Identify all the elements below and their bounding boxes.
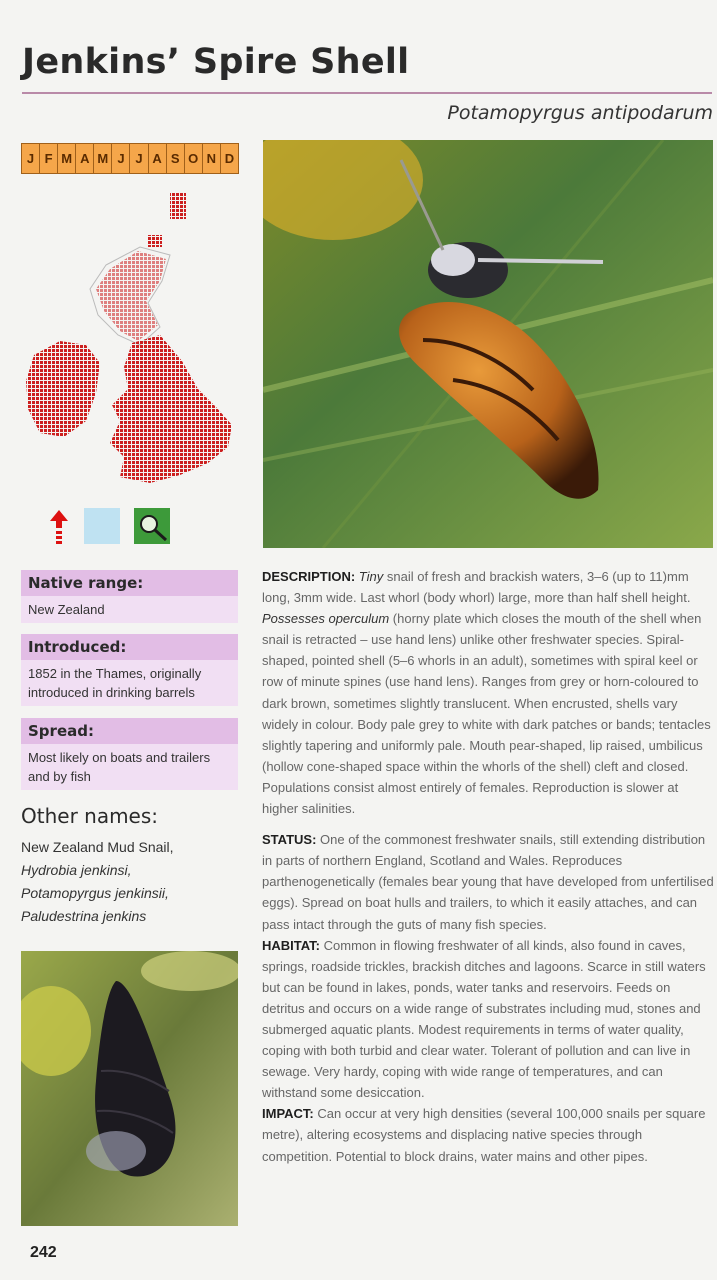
description-paragraph (262, 566, 714, 819)
status-label: STATUS: (262, 832, 317, 848)
other-name: Hydrobia jenkinsi, (21, 862, 132, 878)
description-emphasis: Tiny (358, 569, 384, 584)
status-text: One of the commonest freshwater snails, still extending distribution in parts of northern England, Scotland and Wales. Reproduces parthenogenetically (females bear young that have developed from unfertilised eggs). Spread on boat hulls and trailers, to which it easily attaches, and can pass intact through the guts of many fish species. (262, 832, 714, 932)
introduced-label: Introduced: (21, 634, 238, 660)
month-cell: J (130, 144, 148, 173)
other-names-heading: Other names: (21, 804, 159, 828)
snail-photo-main (263, 140, 713, 548)
snail-photo-small (21, 951, 238, 1226)
hand-lens-icon (134, 508, 170, 544)
spread-label: Spread: (21, 718, 238, 744)
month-cell: D (224, 151, 235, 166)
habitat-text: Common in flowing freshwater of all kinds, also found in caves, springs, roadside trickles, brackish ditches and lagoons. Scarce in still waters but can be found in lakes, ponds, water tanks and reservoirs. Feeds on detritus and occurs on a wide range of substrates including mud, stones and submerged aquatic plants. Modest requirements in terms of water quality, coping with both turbid and clear water. Tolerant of pollution and can live in sewage. Very hardy, coping with wide range of temperatures, and can withstand some desiccation. (262, 937, 706, 1101)
species-text (262, 566, 714, 1167)
description-text: snail of fresh and brackish waters, 3–6 (up to 11)mm long, 3mm wide. Last whorl (body whorl) large, more than half shell height. (262, 569, 691, 606)
other-name: New Zealand Mud Snail, (21, 839, 174, 855)
other-name: Potamopyrgus jenkinsii, (21, 885, 169, 901)
impact-label: IMPACT: (262, 1106, 314, 1122)
month-cell: S (167, 144, 185, 173)
page-number: 242 (30, 1244, 57, 1261)
month-cell: A (149, 144, 167, 173)
month-cell: J (112, 144, 130, 173)
title-rule (22, 92, 712, 94)
month-cell: O (185, 144, 203, 173)
month-cell: J (22, 144, 40, 173)
introduced-value: 1852 in the Thames, originally introduced in drinking barrels (21, 660, 238, 706)
month-cell: A (76, 144, 94, 173)
description-label: DESCRIPTION: (262, 569, 356, 584)
month-cell: M (94, 144, 112, 173)
latin-name: Potamopyrgus antipodarum (447, 102, 713, 124)
description-emphasis: Possesses operculum (262, 611, 390, 627)
arrow-up-icon (48, 508, 70, 544)
month-cell: F (40, 144, 58, 173)
habitat-label: HABITAT: (262, 937, 321, 953)
native-range-box (21, 570, 238, 623)
impact-paragraph (262, 1103, 714, 1166)
introduced-box (21, 634, 238, 706)
spread-value: Most likely on boats and trailers and by fish (21, 744, 238, 790)
impact-text: Can occur at very high densities (several 100,000 snails per square metre), altering ecosystems and displacing native species through competition. Potential to block drains, water mains and other pipes. (262, 1106, 706, 1164)
native-range-value: New Zealand (21, 596, 238, 623)
distribution-map (20, 185, 240, 490)
freshwater-icon (84, 508, 120, 544)
habitat-paragraph (262, 935, 714, 1104)
status-paragraph (262, 829, 714, 934)
month-cell: N (203, 144, 221, 173)
habitat-icons (48, 508, 170, 544)
other-name: Paludestrina jenkins (21, 908, 147, 924)
month-cell: M (58, 144, 76, 173)
other-names-list (21, 836, 221, 928)
month-calendar (21, 143, 239, 174)
native-range-label: Native range: (21, 570, 238, 596)
description-text: (horny plate which closes the mouth of the shell when snail is retracted – use hand lens) unlike other freshwater species. Spiral-shaped, pointed shell (5–6 whorls in an adult), sometimes with spiral keel or row of minute spines (use hand lens). Ranges from grey or horn-coloured to dark brown, sometimes slightly translucent. When encrusted, shells vary widely in colour. Body pale grey to white with dark patches or bands; tentacles slightly tapering and uniformly pale. Mouth pear-shaped, lip raised, umbilicus (hollow cone-shaped space within the whorls of the shell) cleft and closed. Populations consist almost entirely of females. Reproduction is slower at higher salinities. (262, 611, 711, 817)
page-title: Jenkins’ Spire Shell (22, 42, 410, 82)
spread-box (21, 718, 238, 790)
